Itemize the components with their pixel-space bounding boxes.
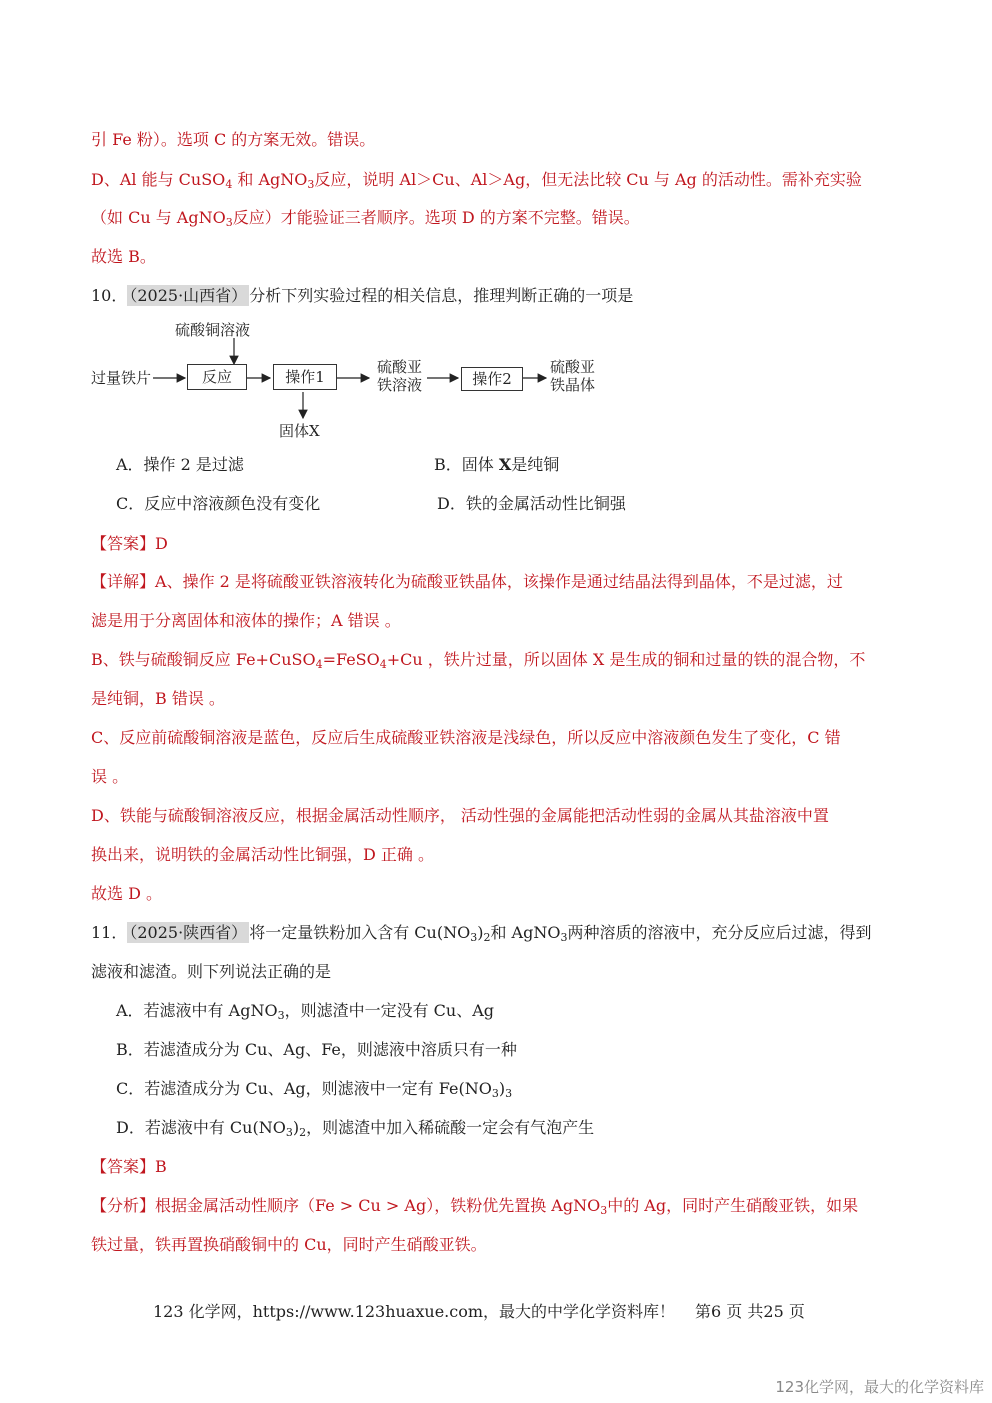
text-run: 中的 Ag，同时产生硝酸亚铁，如果	[607, 1196, 859, 1215]
subscript: 3	[285, 1126, 293, 1139]
text-run: 两种溶质的溶液中，充分反应后过滤，得到	[567, 923, 872, 942]
question-number: 11．	[91, 923, 128, 942]
q10-detail-a	[91, 572, 843, 592]
page-footer	[153, 1299, 805, 1322]
answer-label: 【答案】	[91, 534, 156, 553]
text-run: 将一定量铁粉加入含有 Cu(NO	[249, 923, 471, 942]
detail-label: 【详解】	[91, 572, 156, 591]
text-run: 和 AgNO	[490, 923, 561, 942]
label-line: 铁晶体	[550, 376, 596, 394]
q10-option-c: C．反应中溶液颜色没有变化	[116, 494, 321, 513]
text-run: B、铁与硫酸铜反应 Fe+CuSO	[91, 650, 316, 669]
page-number: 第6 页 共25 页	[695, 1302, 805, 1321]
label-solid-x: 固体X	[279, 422, 320, 440]
box-operation-1: 操作1	[273, 364, 337, 390]
q10-option-b	[434, 455, 559, 475]
subscript: 4	[315, 658, 323, 671]
q10-detail-c-cont: 误 。	[91, 767, 129, 786]
subscript: 3	[277, 1009, 285, 1022]
subscript: 2	[483, 931, 491, 944]
label-line: 硫酸亚	[377, 358, 423, 376]
q10-detail-b	[91, 650, 865, 670]
subscript: 3	[470, 931, 478, 944]
text-run: （如 Cu 与 AgNO	[91, 208, 226, 227]
box-reaction: 反应	[187, 364, 247, 390]
q11-analysis-cont: 铁过量，铁再置换硝酸铜中的 Cu，同时产生硝酸亚铁。	[91, 1235, 487, 1254]
text-run: ，则滤渣中加入稀硫酸一定会有气泡产生	[306, 1118, 595, 1137]
prev-explanation-line: 引 Fe 粉）。选项 C 的方案无效。错误。	[91, 130, 376, 149]
q11-option-c	[116, 1079, 512, 1099]
subscript: 3	[225, 216, 233, 229]
text-run: 是纯铜	[511, 455, 560, 474]
question-11-stem-cont: 滤液和滤渣。则下列说法正确的是	[91, 962, 332, 981]
flow-arrows	[91, 318, 611, 444]
text-run: 和 AgNO	[237, 170, 308, 189]
label-line: 铁溶液	[377, 376, 423, 394]
subscript: 3	[491, 1087, 499, 1100]
prev-explanation-option-d-cont	[91, 208, 640, 228]
prev-choose-answer: 故选 B。	[91, 247, 156, 266]
label-ferrous-sulfate-crystal	[550, 358, 595, 394]
text-run: )	[477, 923, 484, 942]
text-run: C．若滤渣成分为 Cu、Ag，则滤液中一定有 Fe(NO	[116, 1079, 492, 1098]
label-excess-iron: 过量铁片	[91, 369, 152, 387]
answer-value: D	[155, 534, 168, 553]
q11-answer	[91, 1157, 167, 1177]
q10-detail-d-cont: 换出来，说明铁的金属活动性比铜强，D 正确 。	[91, 845, 435, 864]
question-text: 分析下列实验过程的相关信息，推理判断正确的一项是	[249, 286, 634, 305]
prev-explanation-option-d	[91, 170, 862, 190]
q10-option-d: D．铁的金属活动性比铜强	[437, 494, 626, 513]
text-run: X	[498, 455, 512, 474]
q10-detail-d: D、铁能与硫酸铜溶液反应，根据金属活动性顺序， 活动性强的金属能把活动性弱的金属从其盐溶液中置	[91, 806, 829, 825]
process-flow-diagram	[91, 318, 611, 444]
subscript: 4	[225, 178, 233, 191]
text-run: 反应，说明 Al＞Cu、Al＞Ag，但无法比较 Cu 与 Ag 的活动性。需补充实验	[314, 170, 862, 189]
q11-option-b: B．若滤渣成分为 Cu、Ag、Fe，则滤液中溶质只有一种	[116, 1040, 517, 1059]
q10-detail-a-cont: 滤是用于分离固体和液体的操作；A 错误 。	[91, 611, 401, 630]
q10-detail-b-cont: 是纯铜，B 错误 。	[91, 689, 225, 708]
text-run: +Cu ，铁片过量，所以固体 X 是生成的铜和过量的铁的混合物，不	[386, 650, 866, 669]
text-run: =FeSO	[322, 650, 380, 669]
analysis-label: 【分析】	[91, 1196, 156, 1215]
footer-text: 123 化学网，https://www.123huaxue.com，最大的中学化学资料库！	[153, 1302, 676, 1321]
label-copper-sulfate-solution: 硫酸铜溶液	[175, 321, 251, 339]
q11-analysis	[91, 1196, 858, 1216]
source-tag: （2025·山西省）	[129, 286, 248, 305]
q11-option-d	[116, 1118, 594, 1138]
text-run: D、Al 能与 CuSO	[91, 170, 226, 189]
label-line: 硫酸亚	[550, 358, 596, 376]
text-run: 根据金属活动性顺序（Fe > Cu > Ag），铁粉优先置换 AgNO	[155, 1196, 601, 1215]
q11-option-a	[116, 1001, 494, 1021]
subscript: 3	[600, 1204, 608, 1217]
question-number: 10．	[91, 286, 128, 305]
box-operation-2: 操作2	[461, 367, 523, 391]
label-ferrous-sulfate-solution	[377, 358, 422, 394]
question-11-stem	[91, 923, 871, 943]
text-run: A、操作 2 是将硫酸亚铁溶液转化为硫酸亚铁晶体，该操作是通过结晶法得到晶体，不是过滤，过	[155, 572, 843, 591]
subscript: 3	[307, 178, 315, 191]
source-tag: （2025·陕西省）	[129, 923, 248, 942]
subscript: 2	[299, 1126, 307, 1139]
text-run: )	[292, 1118, 300, 1137]
q10-detail-c: C、反应前硫酸铜溶液是蓝色，反应后生成硫酸亚铁溶液是浅绿色，所以反应中溶液颜色发生了变化，C 错	[91, 728, 841, 747]
q10-choose-answer: 故选 D 。	[91, 884, 163, 903]
subscript: 3	[505, 1087, 513, 1100]
watermark: 123化学网，最大的化学资料库	[775, 1378, 984, 1396]
subscript: 4	[379, 658, 387, 671]
q10-option-a: A．操作 2 是过滤	[116, 455, 244, 474]
text-run: )	[498, 1079, 506, 1098]
question-10-stem	[91, 286, 633, 306]
answer-value: B	[155, 1157, 167, 1176]
text-run: A．若滤液中有 AgNO	[116, 1001, 278, 1020]
answer-label: 【答案】	[91, 1157, 156, 1176]
q10-answer	[91, 534, 168, 554]
text-run: 反应）才能验证三者顺序。选项 D 的方案不完整。错误。	[232, 208, 640, 227]
text-run: D．若滤液中有 Cu(NO	[116, 1118, 286, 1137]
subscript: 3	[560, 931, 568, 944]
text-run: B．固体	[434, 455, 499, 474]
text-run: ，则滤渣中一定没有 Cu、Ag	[284, 1001, 494, 1020]
